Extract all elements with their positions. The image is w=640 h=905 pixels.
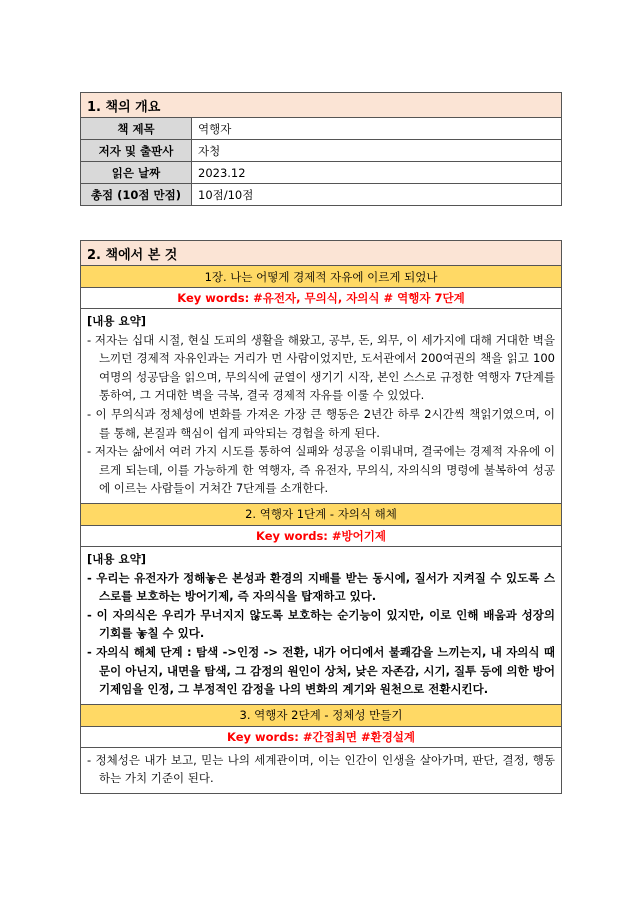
chapter-keywords: Key words: #간접최면 #환경설계 [81,726,562,747]
list-item: - 정체성은 내가 보고, 믿는 나의 세계관이며, 이는 인간이 인생을 살아가며, 판단, 결정, 행동하는 가치 기준이 된다. [87,752,555,786]
summary-label: [내용 요약] [87,551,146,566]
list-item: - 이 자의식은 우리가 무너지지 않도록 보호하는 순기능이 있지만, 이로 인해 배움과 성장의 기회를 놓칠 수 있다. [87,607,555,641]
row-label-score: 총점 (10점 만점) [81,184,192,206]
list-item: - 저자는 십대 시절, 현실 도피의 생활을 해왔고, 공부, 돈, 외무, 이 세가지에 대해 거대한 벽을 느끼던 경제적 자유인과는 거리가 먼 사람이었지만, 도서관에서 200여권의 책을 읽고 100여명의 성공담을 읽으며, 무의식에 균열이 생기기 시작, 본인 스스로 규정한 역행자 7단계를 통하여, 그 거대한 벽을 극복, 결국 경제적 자유를 이룰 수 있었다. [87,332,555,403]
chapter-title: 3. 역행자 2단계 - 정체성 만들기 [81,704,562,726]
table-row [81,118,562,140]
chapter-summary [81,309,562,504]
content-table [80,240,562,794]
list-item: - 자의식 해체 단계 : 탐색 ->인정 -> 전환, 내가 어디에서 불쾌감을 느끼는지, 내 자의식 때문이 아닌지, 내면을 탐색, 그 감정의 원인이 상처, 낮은 자존감, 시기, 질투 등에 의한 방어기제임을 인정, 그 부정적인 감정을 나의 변화의 계기와 원천으로 전환시킨다. [87,644,555,697]
overview-table [80,92,562,206]
row-value-title: 역행자 [192,118,562,140]
chapter-keywords: Key words: #방어기제 [81,525,562,546]
summary-label: [내용 요약] [87,314,146,328]
list-item: - 저자는 삶에서 여러 가지 시도를 통하여 실패와 성공을 이뤄내며, 결국에는 경제적 자유에 이르게 되는데, 이를 가능하게 한 역행자, 즉 유전자, 무의식, 자의식의 명령에 불복하여 성공에 이르는 사람들이 거쳐간 7단계를 소개한다. [87,444,555,496]
row-value-score: 10점/10점 [192,184,562,206]
content-heading: 2. 책에서 본 것 [81,241,562,266]
table-row [81,140,562,162]
chapter-keywords: Key words: #유전자, 무의식, 자의식 # 역행자 7단계 [81,288,562,309]
chapter-summary [81,747,562,793]
row-value-date: 2023.12 [192,162,562,184]
list-item: - 이 무의식과 정체성에 변화를 가져온 가장 큰 행동은 2년간 하루 2시간씩 책읽기였으며, 이를 통해, 본질과 핵심이 쉽게 파악되는 경험을 하게 된다. [87,406,555,440]
chapter-summary [81,546,562,704]
row-value-author: 자청 [192,140,562,162]
table-row [81,184,562,206]
chapter-title: 2. 역행자 1단계 - 자의식 해체 [81,503,562,525]
list-item: - 우리는 유전자가 정해놓은 본성과 환경의 지배를 받는 동시에, 질서가 지켜질 수 있도록 스스로를 보호하는 방어기제, 즉 자의식을 탑재하고 있다. [87,570,555,604]
row-label-date: 읽은 날짜 [81,162,192,184]
table-row [81,162,562,184]
row-label-title: 책 제목 [81,118,192,140]
chapter-title: 1장. 나는 어떻게 경제적 자유에 이르게 되었나 [81,266,562,288]
row-label-author: 저자 및 출판사 [81,140,192,162]
overview-heading: 1. 책의 개요 [81,93,562,118]
